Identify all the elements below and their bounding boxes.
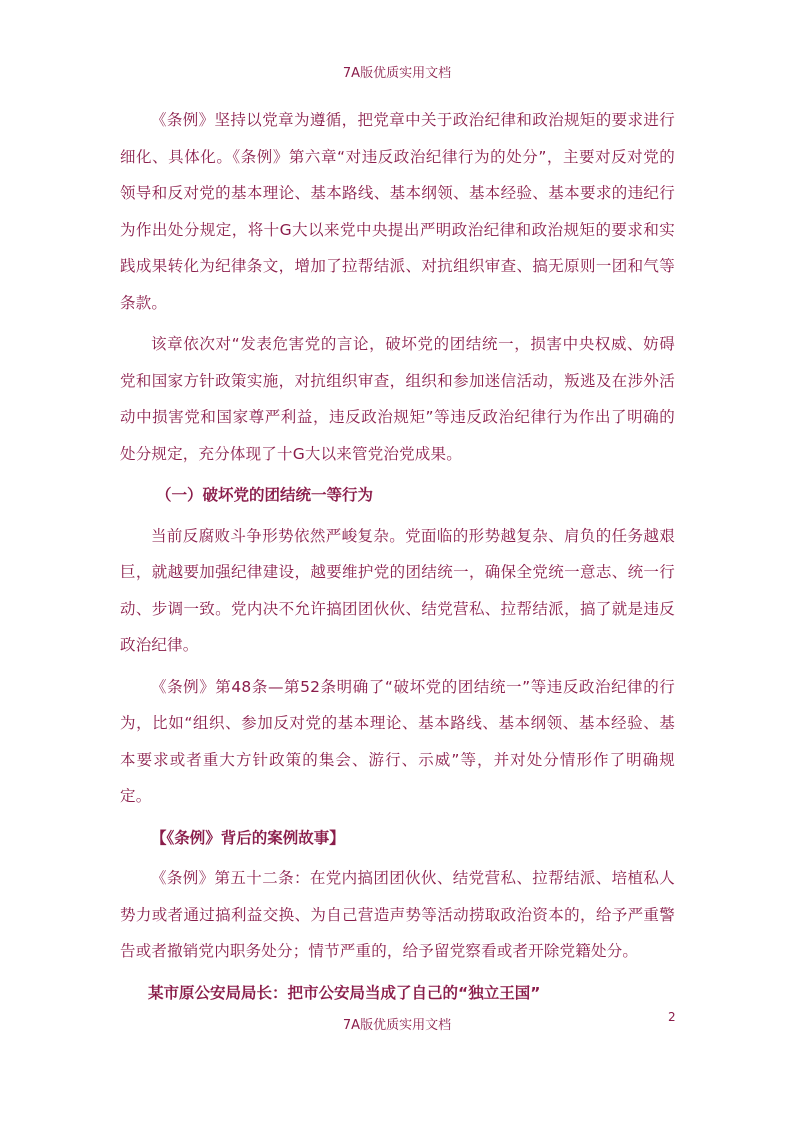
page-number: 2	[668, 1010, 676, 1024]
paragraph-anti-corruption: 当前反腐败斗争形势依然严峻复杂。党面临的形势越复杂、肩负的任务越艰巨，就越要加强纪律建设，越要维护党的团结统一，确保全党统一意志、统一行动、步调一致。党内决不允许搞团团伙伙、结党营私、拉帮结派，搞了就是违反政治纪律。	[120, 526, 675, 654]
page-header: 7A版优质实用文档	[342, 66, 452, 81]
section-heading-unity: （一）破坏党的团结统一等行为	[156, 486, 374, 504]
document-body	[120, 102, 675, 1015]
paragraph-articles-48-52: 《条例》第48条—第52条明确了“破坏党的团结统一”等违反政治纪律的行为，比如“组织、参加反对党的基本理论、基本路线、基本纲领、基本经验、基本要求或者重大方针政策的集会、游行、示威”等，并对处分情形作了明确规定。	[120, 677, 675, 805]
paragraph-regulations-intro: 《条例》坚持以党章为遵循，把党章中关于政治纪律和政治规矩的要求进行细化、具体化。《条例》第六章“对违反政治纪律行为的处分”，主要对反对党的领导和反对党的基本理论、基本路线、基本纲领、基本经验、基本要求的违纪行为作出处分规定，将十G大以来党中央提出严明政治纪律和政治规矩的要求和实践成果转化为纪律条文，增加了拉帮结派、对抗组织审查、搞无原则一团和气等条款。	[120, 111, 675, 312]
section-heading-case-stories: 【《条例》背后的案例故事】	[151, 828, 345, 847]
paragraph-chapter-summary: 该章依次对“发表危害党的言论，破坏党的团结统一，损害中央权威、妨碍党和国家方针政策实施，对抗组织审查，组织和参加迷信活动，叛逃及在涉外活动中损害党和国家尊严利益，违反政治规矩”等违反政治纪律行为作出了明确的处分规定，充分体现了十G大以来管党治党成果。	[120, 335, 675, 463]
page-footer: 7A版优质实用文档	[342, 1018, 452, 1033]
paragraph-article-52: 《条例》第五十二条：在党内搞团团伙伙、结党营私、拉帮结派、培植私人势力或者通过搞利益交换、为自己营造声势等活动捞取政治资本的，给予严重警告或者撤销党内职务处分；情节严重的，给予留党察看或者开除党籍处分。	[120, 869, 675, 960]
case-title: 某市原公安局局长：把市公安局当成了自己的“独立王国”	[148, 983, 541, 1002]
